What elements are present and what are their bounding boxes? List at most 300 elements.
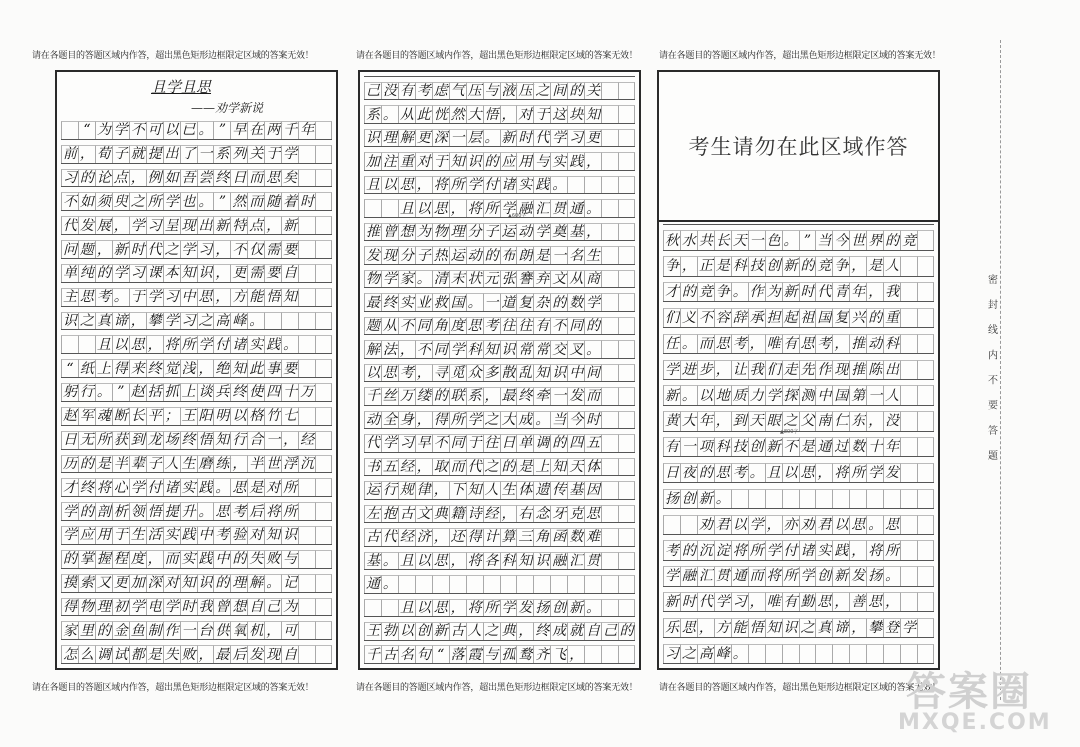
grid-cell: 长	[130, 408, 145, 425]
grid-cell: ，	[714, 360, 731, 379]
essay-heading	[61, 76, 332, 116]
grid-cell: 成	[518, 411, 533, 428]
grid-cell: 终	[181, 432, 196, 449]
grid-line	[364, 241, 635, 264]
notice-banner-top-1: 请在各题目的答题区域内作答，超出黑色矩形边框限定区域的答案无效！	[32, 51, 314, 61]
grid-line	[364, 594, 635, 617]
grid-cell: 对	[416, 153, 431, 170]
grid-cell: 败	[266, 551, 281, 568]
grid-cell: 劝	[697, 515, 714, 534]
grid-cell: 间	[586, 364, 601, 381]
grid-cell: 思	[467, 318, 482, 335]
grid-cell	[298, 359, 315, 377]
grid-cell: 峰	[232, 313, 247, 329]
grid-cell: 系	[365, 106, 380, 123]
grid-cell: 阳	[198, 408, 213, 425]
grid-cell: 学	[714, 592, 731, 611]
grid-cell: “	[78, 121, 95, 139]
grid-cell: 清	[433, 271, 448, 288]
grid-cell: 君	[714, 515, 731, 534]
grid-cell: 识	[552, 364, 567, 381]
grid-cell: 现	[382, 247, 397, 264]
grid-cell: 而	[586, 388, 601, 405]
grid-cell: 牙	[552, 505, 567, 522]
grid-cell: 峰	[714, 644, 731, 663]
grid-cell: ，	[866, 282, 883, 301]
grid-line	[663, 251, 934, 277]
grid-cell: 以	[832, 515, 849, 534]
grid-cell: 算	[501, 529, 516, 546]
grid-cell: 大	[680, 411, 697, 430]
grid-cell: 思	[586, 505, 601, 522]
grid-cell: 法	[382, 341, 397, 358]
grid-cell: 思	[799, 463, 816, 482]
grid-cell: ，	[450, 599, 465, 616]
grid-cell: 孤	[501, 646, 516, 663]
grid-line	[61, 330, 332, 354]
grid-cell: 于	[266, 146, 281, 163]
grid-cell: 理	[450, 224, 465, 241]
grid-cell: 之	[130, 193, 145, 210]
grid-cell: 识	[365, 130, 380, 147]
grid-cell: 以	[164, 122, 179, 139]
grid-cell: 识	[62, 313, 77, 329]
grid-cell: 能	[731, 618, 748, 637]
grid-cell: 调	[535, 435, 550, 452]
grid-cell: 融	[552, 552, 567, 569]
grid-cell: 。	[586, 341, 601, 358]
grid-cell: 对	[266, 479, 281, 496]
grid-cell: 乱	[518, 364, 533, 381]
grid-cell: 经	[399, 529, 414, 546]
grid-cell: 间	[552, 83, 567, 100]
grid-cell	[618, 293, 635, 311]
grid-cell: 道	[501, 294, 516, 311]
grid-cell: 践	[198, 479, 213, 496]
grid-cell: 时	[130, 241, 145, 258]
grid-cell: 试	[113, 646, 128, 663]
grid-cell: 就	[130, 146, 145, 163]
grid-cell: 识	[283, 527, 298, 544]
grid-cell: 发	[883, 463, 900, 482]
grid-cell: 提	[164, 503, 179, 520]
grid-cell: 更	[232, 265, 247, 282]
grid-cell	[866, 644, 883, 663]
grid-cell: 科	[714, 437, 731, 456]
grid-cell	[601, 481, 618, 499]
grid-cell: 思	[433, 552, 448, 569]
grid-cell: 须	[96, 193, 111, 210]
grid-cell: 创	[416, 623, 431, 640]
grid-cell: ，	[96, 241, 111, 258]
grid-line	[663, 224, 934, 251]
grid-cell: 纯	[79, 265, 94, 282]
grid-cell	[601, 528, 618, 546]
grid-cell: 沉	[300, 455, 315, 472]
grid-cell: 代	[147, 241, 162, 258]
grid-cell: 对	[164, 575, 179, 592]
grid-cell: 左	[365, 505, 380, 522]
grid-cell: 以	[113, 336, 128, 353]
grid-cell: 更	[416, 130, 431, 147]
grid-cell: 获	[113, 432, 128, 449]
grid-cell: 是	[714, 256, 731, 275]
grid-cell: 十	[283, 384, 298, 401]
grid-cell: 往	[501, 318, 516, 335]
grid-cell: 己	[365, 83, 380, 100]
grid-cell	[618, 528, 635, 546]
grid-cell	[315, 502, 332, 520]
grid-cell: 通	[569, 200, 584, 217]
grid-cell: ，	[849, 618, 866, 637]
grid-cell: 一	[266, 432, 281, 449]
grid-cell: 子	[484, 224, 499, 241]
grid-cell: 且	[399, 200, 414, 217]
grid-cell: 眼	[765, 411, 782, 430]
grid-cell: ，	[266, 217, 281, 234]
grid-cell: 学	[113, 122, 128, 139]
grid-cell: 心	[113, 479, 128, 496]
grid-cell: 索	[79, 575, 94, 592]
grid-cell: 浮	[283, 455, 298, 472]
grid-cell: 十	[866, 437, 883, 456]
grid-cell	[900, 411, 917, 430]
grid-cell: 知	[181, 265, 196, 282]
grid-cell: 高	[215, 313, 230, 329]
grid-cell: 仁	[832, 411, 849, 430]
grid-cell: 失	[164, 646, 179, 663]
grid-line	[61, 569, 332, 593]
grid-cell: 思	[266, 170, 281, 187]
grid-cell: 创	[748, 437, 765, 456]
grid-cell: 实	[164, 527, 179, 544]
grid-cell: 思	[883, 515, 900, 534]
grid-cell: 子	[416, 247, 431, 264]
grid-cell: 元	[484, 271, 499, 288]
grid-cell: 将	[164, 336, 179, 353]
grid-cell: 。	[714, 489, 731, 508]
grid-cell: 兵	[215, 384, 230, 401]
grid-cell: 家	[62, 622, 77, 639]
grid-line	[364, 641, 635, 664]
grid-cell: 竞	[815, 256, 832, 275]
grid-cell: 诸	[232, 336, 247, 353]
grid-cell: 物	[365, 271, 380, 288]
grid-cell: 所	[484, 200, 499, 217]
grid-cell	[298, 550, 315, 568]
grid-cell	[900, 566, 917, 585]
grid-cell: 创	[815, 566, 832, 585]
grid-cell: 吾	[181, 170, 196, 187]
grid-cell: 加	[130, 575, 145, 592]
grid-cell: 解	[365, 341, 380, 358]
grid-cell: 代	[535, 130, 550, 147]
grid-cell: 想	[232, 598, 247, 615]
grid-cell: 才	[62, 479, 77, 496]
grid-cell: 将	[731, 540, 748, 559]
grid-cell: 践	[569, 153, 584, 170]
grid-cell: 中	[815, 385, 832, 404]
grid-cell	[917, 385, 934, 404]
grid-cell: 如	[164, 170, 179, 187]
grid-cell: 分	[399, 247, 414, 264]
grid-cell: 从	[569, 271, 584, 288]
grid-cell: 千	[283, 122, 298, 139]
grid-line	[364, 406, 635, 429]
grid-cell: 学	[501, 599, 516, 616]
grid-cell: 水	[680, 230, 697, 249]
grid-line	[364, 147, 635, 170]
grid-cell: 学	[181, 241, 196, 258]
grid-cell: ”	[112, 383, 129, 401]
grid-cell: 更	[113, 575, 128, 592]
grid-cell	[601, 293, 618, 311]
grid-cell: 浅	[181, 360, 196, 377]
grid-cell: 新	[663, 385, 680, 404]
grid-cell: 千	[365, 388, 380, 405]
grid-cell: 解	[249, 575, 264, 592]
grid-cell: 觅	[450, 364, 465, 381]
grid-cell: 的	[501, 458, 516, 475]
notice-banner-bottom-3: 请在各题目的答题区域内作答，超出黑色矩形边框限定区域的答案无效！	[659, 683, 941, 693]
grid-cell: 祖	[799, 308, 816, 327]
grid-cell: 都	[130, 646, 145, 663]
grid-cell: “	[61, 359, 78, 377]
grid-cell: 习	[198, 241, 213, 258]
grid-cell: 推	[849, 360, 866, 379]
grid-cell: 习	[663, 644, 680, 663]
grid-cell: 三	[518, 529, 533, 546]
grid-cell: 众	[467, 364, 482, 381]
grid-cell: 要	[283, 241, 298, 258]
grid-cell: 上	[96, 360, 111, 377]
grid-cell	[601, 176, 618, 194]
grid-cell: ，	[569, 646, 584, 663]
grid-cell: 学	[586, 294, 601, 311]
grid-cell: 供	[215, 622, 230, 639]
grid-cell: 。	[748, 463, 765, 482]
grid-cell: 里	[79, 622, 94, 639]
grid-cell: 是	[535, 247, 550, 264]
grid-cell: 各	[484, 552, 499, 569]
grid-cell: 通	[365, 576, 380, 593]
grid-cell: 展	[96, 217, 111, 234]
grid-cell: 走	[782, 360, 799, 379]
grid-cell: 制	[147, 622, 162, 639]
grid-cell: 的	[799, 256, 816, 275]
grid-cell: 一	[866, 385, 883, 404]
grid-cell: ”	[213, 192, 230, 210]
grid-cell: 南	[815, 411, 832, 430]
grid-cell: 救	[433, 294, 448, 311]
grid-cell: 代	[467, 458, 482, 475]
grid-cell: 臾	[113, 193, 128, 210]
grid-cell: 动	[518, 224, 533, 241]
grid-cell: 早	[416, 435, 431, 452]
grid-cell: 将	[467, 599, 482, 616]
grid-cell	[618, 411, 635, 429]
grid-cell: 提	[147, 146, 162, 163]
grid-cell: 物	[433, 224, 448, 241]
grid-cell: 终	[382, 294, 397, 311]
grid-cell: ，	[586, 153, 601, 170]
grid-cell: 现	[266, 646, 281, 663]
grid-cell: 所	[883, 540, 900, 559]
grid-cell: 创	[765, 256, 782, 275]
grid-cell	[618, 176, 635, 194]
grid-cell: 理	[96, 598, 111, 615]
grid-cell: 基	[569, 224, 584, 241]
grid-cell: 以	[382, 177, 397, 194]
grid-cell: 往	[484, 435, 499, 452]
grid-cell: 悟	[748, 618, 765, 637]
grid-cell: ，	[484, 388, 499, 405]
grid-cell: 正	[697, 256, 714, 275]
grid-cell: 技	[748, 256, 765, 275]
grid-cell: 所	[849, 463, 866, 482]
grid-cell: 方	[232, 289, 247, 306]
grid-cell: 的	[680, 282, 697, 301]
grid-cell: 人	[164, 455, 179, 472]
grid-cell: 于	[113, 527, 128, 544]
grid-cell	[618, 270, 635, 288]
grid-cell: 争	[663, 256, 680, 275]
grid-cell	[618, 645, 635, 663]
grid-cell: 辈	[130, 455, 145, 472]
grid-cell	[601, 458, 618, 476]
grid-line	[61, 450, 332, 474]
grid-cell: 将	[266, 503, 281, 520]
grid-line	[61, 259, 332, 283]
grid-cell: 思	[433, 200, 448, 217]
grid-cell	[449, 575, 466, 593]
grid-cell	[315, 431, 332, 449]
grid-cell: 右	[518, 505, 533, 522]
grid-cell: 上	[181, 384, 196, 401]
grid-cell: 取	[433, 458, 448, 475]
grid-cell: 以	[365, 364, 380, 381]
grid-cell: 测	[799, 385, 816, 404]
grid-cell: 生	[586, 247, 601, 264]
grid-cell: 淀	[714, 540, 731, 559]
grid-cell: 的	[79, 503, 94, 520]
grid-cell: 起	[782, 308, 799, 327]
grid-cell: 文	[552, 271, 567, 288]
grid-cell: ，	[765, 515, 782, 534]
grid-cell: 的	[62, 551, 77, 568]
grid-cell: 上	[535, 458, 550, 475]
grid-cell	[900, 256, 917, 275]
grid-cell: 军	[79, 408, 94, 425]
grid-cell	[601, 82, 618, 100]
grid-cell: 着	[283, 193, 298, 210]
grid-cell: 的	[569, 83, 584, 100]
grid-cell: 来	[130, 360, 145, 377]
grid-cell	[618, 317, 635, 335]
grid-cell: 新	[113, 241, 128, 258]
grid-cell: 热	[433, 247, 448, 264]
grid-cell: 色	[765, 230, 782, 249]
grid-cell: 我	[198, 598, 213, 615]
grid-cell: 多	[484, 364, 499, 381]
grid-cell: 日	[232, 170, 247, 187]
grid-cell: 自	[249, 598, 264, 615]
grid-cell: 人	[883, 385, 900, 404]
grid-cell: 世	[266, 455, 281, 472]
grid-cell: 学	[748, 515, 765, 534]
grid-cell: 合	[249, 432, 264, 449]
grid-line	[364, 100, 635, 123]
grid-cell: 一	[748, 230, 765, 249]
grid-cell: 五	[382, 458, 397, 475]
grid-cell: 我	[748, 360, 765, 379]
grid-cell: 考	[484, 318, 499, 335]
grid-cell: 贯	[714, 566, 731, 585]
grid-cell: 地	[714, 385, 731, 404]
grid-cell: 劝	[799, 515, 816, 534]
grid-cell: 的	[232, 551, 247, 568]
grid-cell: 的	[586, 318, 601, 335]
grid-cell: 终	[147, 360, 162, 377]
grid-cell: 学	[130, 217, 145, 234]
grid-cell: 思	[433, 599, 448, 616]
grid-cell	[601, 599, 618, 617]
grid-cell: 知	[765, 618, 782, 637]
notice-banner-bottom-2: 请在各题目的答题区域内作答，超出黑色矩形边框限定区域的答案无效！	[356, 683, 638, 693]
grid-cell: 自	[283, 265, 298, 282]
grid-cell: 的	[697, 463, 714, 482]
grid-cell: 层	[467, 130, 482, 147]
grid-cell: 生	[501, 482, 516, 499]
grid-cell: 人	[467, 623, 482, 640]
grid-cell: 亦	[782, 515, 799, 534]
grid-cell: 。	[382, 552, 397, 569]
grid-cell: 理	[382, 130, 397, 147]
grid-cell: 质	[731, 385, 748, 404]
grid-cell: 考	[96, 289, 111, 306]
grid-cell: 系	[215, 146, 230, 163]
grid-line	[61, 164, 332, 188]
grid-cell: 一	[450, 130, 465, 147]
grid-cell	[415, 575, 432, 593]
grid-cell: 项	[697, 437, 714, 456]
grid-cell	[315, 598, 332, 616]
grid-cell: 所	[484, 599, 499, 616]
grid-cell: 曾	[382, 224, 397, 241]
grid-cell	[601, 434, 618, 452]
grid-cell: ，	[586, 224, 601, 241]
grid-cell: 发	[365, 247, 380, 264]
grid-cell: 夜	[680, 463, 697, 482]
grid-cell: ，	[215, 241, 230, 258]
grid-cell: 机	[249, 622, 264, 639]
grid-cell: 谛	[113, 313, 128, 329]
grid-cell	[799, 489, 816, 508]
grid-cell: 通	[731, 566, 748, 585]
grid-cell	[298, 598, 315, 616]
grid-cell	[61, 121, 78, 139]
grid-cell: 为	[283, 598, 298, 615]
grid-cell: 以	[697, 385, 714, 404]
grid-cell: 实	[249, 336, 264, 353]
grid-cell	[364, 199, 381, 217]
grid-cell: 同	[569, 318, 584, 335]
grid-cell: 压	[467, 83, 482, 100]
grid-line	[364, 476, 635, 499]
grid-cell: 人	[484, 482, 499, 499]
grid-cell: 常	[535, 341, 550, 358]
grid-cell	[748, 644, 765, 663]
